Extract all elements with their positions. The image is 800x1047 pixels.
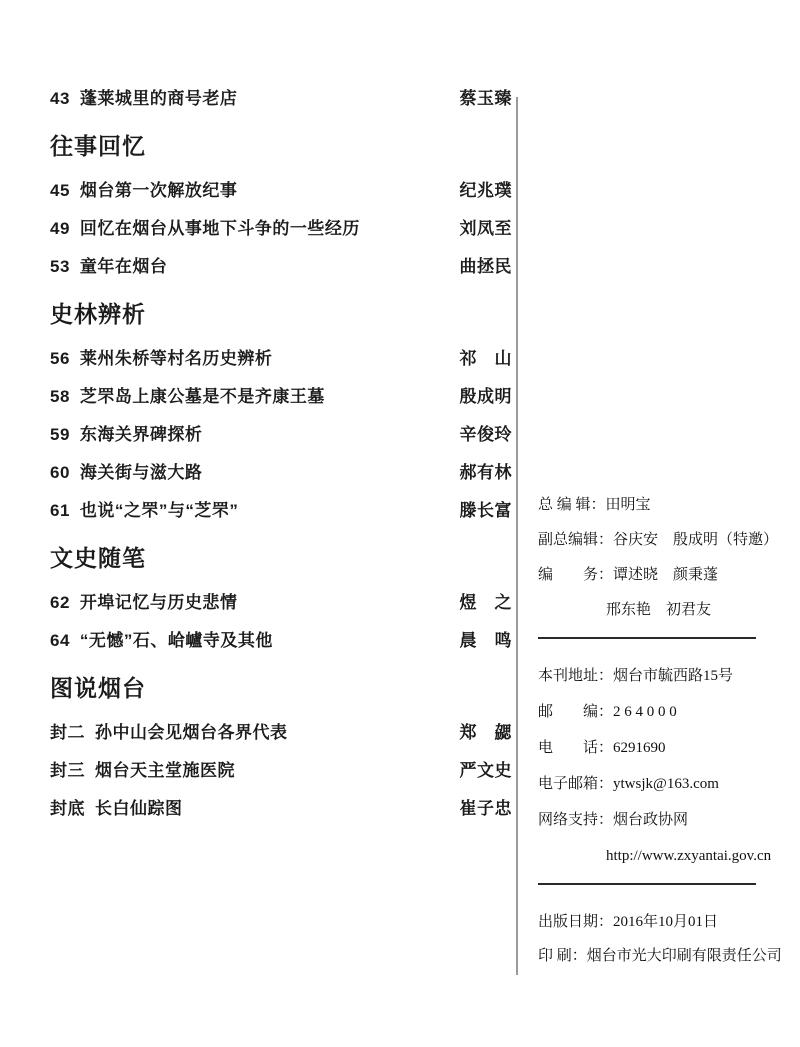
entry-title: 也说“之罘”与“芝罘” (79, 501, 239, 520)
entry-author: 严文史 (459, 761, 512, 780)
colophon-label: 本刊地址： (538, 668, 614, 684)
colophon-line (538, 739, 762, 757)
toc-entry (50, 176, 512, 200)
colophon-value: 烟台政协网 (613, 812, 689, 828)
colophon-label: 电 话： (538, 740, 614, 756)
entry-author: 晨 鸣 (459, 631, 512, 650)
section-header: 文史随笔 (50, 545, 146, 571)
entry-author: 崔子忠 (459, 799, 512, 818)
horizontal-rule (538, 883, 756, 885)
colophon-contact-block (538, 667, 772, 865)
entry-title: 童年在烟台 (79, 257, 168, 276)
colophon-label: 邮 编： (538, 704, 614, 720)
entry-author: 郝有林 (459, 463, 512, 482)
colophon-line (538, 667, 762, 685)
entry-title: 烟台第一次解放纪事 (79, 181, 238, 200)
toc-section (50, 84, 512, 108)
toc-section (50, 128, 512, 276)
entry-title: “无憾”石、峆㠠寺及其他 (79, 631, 273, 650)
toc-entry (50, 626, 512, 650)
colophon-value: 烟台市光大印刷有限责任公司 (586, 948, 782, 964)
entry-author: 殷成明 (459, 387, 512, 406)
entry-title: 蓬莱城里的商号老店 (79, 89, 238, 108)
colophon (538, 496, 782, 981)
entry-number: 53 (50, 257, 70, 276)
entry-number: 58 (50, 387, 70, 406)
entry-author: 煜 之 (459, 593, 512, 612)
toc-entry (50, 718, 512, 742)
toc-section (50, 296, 512, 520)
toc-entry (50, 84, 512, 108)
entry-number: 45 (50, 181, 70, 200)
colophon-label: 编 务： (538, 567, 614, 583)
column-divider (516, 97, 518, 975)
toc-entry (50, 344, 512, 368)
toc-entry (50, 214, 512, 238)
entry-title: 莱州朱桥等村名历史辨析 (79, 349, 273, 368)
entry-number: 49 (50, 219, 70, 238)
entry-number: 43 (50, 89, 70, 108)
website-url: http://www.zxyantai.gov.cn (606, 848, 772, 864)
colophon-line (538, 775, 762, 793)
colophon-value: 6291690 (613, 740, 666, 756)
colophon-value: 2 6 4 0 0 0 (613, 704, 677, 720)
toc-section (50, 540, 512, 650)
entry-number: 56 (50, 349, 70, 368)
colophon-line (538, 496, 762, 514)
horizontal-rule (538, 637, 756, 639)
toc-entry (50, 458, 512, 482)
entry-number: 62 (50, 593, 70, 612)
entry-number: 59 (50, 425, 70, 444)
colophon-value: ytwsjk@163.com (613, 776, 719, 792)
entry-number: 60 (50, 463, 70, 482)
colophon-publishing-block (538, 913, 782, 965)
colophon-value: 谷庆安 殷成明（特邀） (613, 532, 779, 548)
colophon-line (538, 601, 762, 619)
colophon-value: 2016年10月01日 (613, 914, 719, 930)
entry-title: 回忆在烟台从事地下斗争的一些经历 (79, 219, 360, 238)
entry-title: 开埠记忆与历史悲情 (79, 593, 238, 612)
entry-author: 郑 勰 (459, 723, 512, 742)
colophon-label: 网络支持： (538, 812, 614, 828)
toc-entry (50, 588, 512, 612)
section-header: 往事回忆 (50, 133, 146, 159)
toc-entry (50, 252, 512, 276)
entry-author: 蔡玉臻 (459, 89, 512, 108)
colophon-label: 印 刷： (538, 948, 587, 964)
colophon-value: 烟台市毓西路15号 (613, 668, 734, 684)
entry-number: 61 (50, 501, 70, 520)
entry-title: 孙中山会见烟台各界代表 (95, 723, 288, 742)
colophon-label: 出版日期： (538, 914, 614, 930)
entry-title: 东海关界碑探析 (79, 425, 203, 444)
section-header: 图说烟台 (50, 675, 146, 701)
colophon-label: 总 编 辑： (538, 497, 606, 513)
section-header: 史林辨析 (50, 301, 146, 327)
entry-author: 纪兆璞 (459, 181, 512, 200)
colophon-value: 谭述晓 颜秉蓬 (613, 567, 719, 583)
entry-author: 辛俊玲 (459, 425, 512, 444)
entry-title: 烟台天主堂施医院 (95, 761, 235, 780)
entry-title: 海关街与滋大路 (79, 463, 203, 482)
colophon-staff-block (538, 496, 779, 619)
colophon-value: 田明宝 (605, 497, 651, 513)
colophon-line (538, 566, 762, 584)
toc-entry (50, 496, 512, 520)
colophon-line (538, 703, 762, 721)
entry-number: 封二 (50, 723, 85, 742)
entry-author: 滕长富 (459, 501, 512, 520)
colophon-line (538, 531, 779, 549)
toc-entry (50, 420, 512, 444)
entry-author: 祁 山 (459, 349, 512, 368)
toc-column (50, 84, 512, 832)
colophon-label: 副总编辑： (538, 532, 614, 548)
colophon-line (538, 811, 762, 829)
toc-section (50, 670, 512, 818)
colophon-label: 电子邮箱： (538, 776, 614, 792)
toc-entry (50, 382, 512, 406)
entry-number: 封底 (50, 799, 85, 818)
colophon-line (538, 913, 762, 931)
toc-entry (50, 756, 512, 780)
entry-number: 64 (50, 631, 70, 650)
colophon-value: 邢东艳 初君友 (606, 602, 712, 618)
entry-author: 刘凤至 (459, 219, 512, 238)
entry-title: 长白仙踪图 (95, 799, 183, 818)
colophon-line (538, 847, 772, 865)
toc-entry (50, 794, 512, 818)
entry-title: 芝罘岛上康公墓是不是齐康王墓 (79, 387, 325, 406)
entry-author: 曲拯民 (459, 257, 512, 276)
colophon-line (538, 947, 782, 965)
entry-number: 封三 (50, 761, 85, 780)
